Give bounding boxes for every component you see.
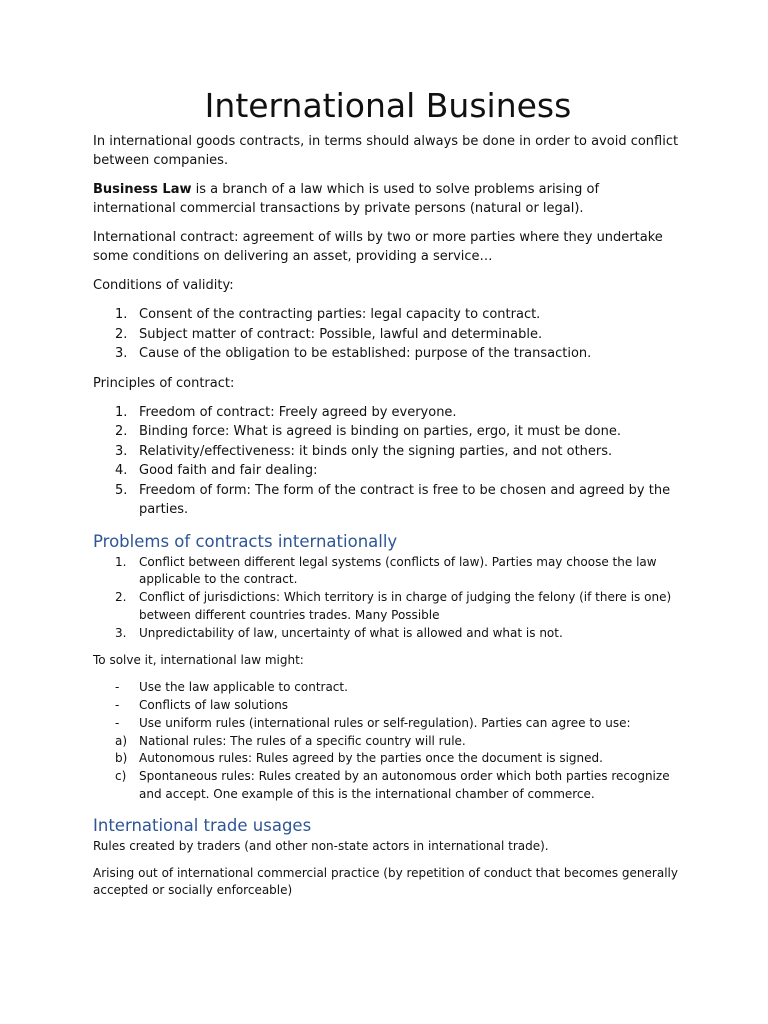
list-item: 1. Conflict between different legal systems (conflicts of law). Parties may choose the law applicable to the contract. xyxy=(115,554,657,587)
principles-heading: Principles of contract: xyxy=(93,375,235,391)
usages-paragraph-1: Rules created by traders (and other non-state actors in international trade). xyxy=(93,838,549,853)
intl-contract-paragraph: International contract: agreement of wills by two or more parties where they undertake some conditions on delivering an asset, providing a service… xyxy=(93,230,663,264)
list-item: 1. Consent of the contracting parties: legal capacity to contract. xyxy=(115,307,541,322)
list-item: b) Autonomous rules: Rules agreed by the parties once the document is signed. xyxy=(115,751,603,766)
solve-heading: To solve it, international law might: xyxy=(93,653,304,668)
list-item: 5. Freedom of form: The form of the contract is free to be chosen and agreed by the parties. xyxy=(115,482,671,517)
list-item: c) Spontaneous rules: Rules created by an autonomous order which both parties recognize and accept. One example of this is the international chamber of commerce. xyxy=(115,769,670,802)
list-item: 2. Conflict of jurisdictions: Which territory is in charge of judging the felony (if there is one) between different countries trades. Many Possible xyxy=(115,590,672,622)
solve-list xyxy=(93,679,683,732)
list-item: - Use uniform rules (international rules or self-regulation). Parties can agree to use: xyxy=(115,715,631,730)
problems-heading: Problems of contracts internationally xyxy=(93,531,398,551)
business-law-text: is a branch of a law which is used to solve problems arising of international commercial transactions by private persons (natural or legal). xyxy=(93,182,600,216)
principles-list xyxy=(93,403,683,520)
list-item: 3. Relativity/effectiveness: it binds only the signing parties, and not others. xyxy=(115,443,613,459)
solve-sublist xyxy=(93,733,683,804)
list-item: 4. Good faith and fair dealing: xyxy=(115,463,318,478)
conditions-heading: Conditions of validity: xyxy=(93,278,234,293)
usages-paragraph-2: Arising out of international commercial practice (by repetition of conduct that becomes generally accepted or socially enforceable) xyxy=(93,865,678,898)
list-item: a) National rules: The rules of a specific country will rule. xyxy=(115,733,466,748)
list-item: 3. Unpredictability of law, uncertainty of what is allowed and what is not. xyxy=(115,625,563,640)
list-item: - Use the law applicable to contract. xyxy=(115,680,348,695)
list-item: 3. Cause of the obligation to be established: purpose of the transaction. xyxy=(115,346,592,361)
usages-heading: International trade usages xyxy=(93,815,312,835)
business-law-term: Business Law xyxy=(93,182,192,197)
problems-list xyxy=(93,554,683,643)
intro-paragraph: In international goods contracts, in terms should always be done in order to avoid conflict between companies. xyxy=(93,134,679,168)
document-title: International Business xyxy=(204,86,572,125)
business-law-paragraph xyxy=(93,180,683,218)
conditions-list xyxy=(93,305,683,364)
list-item: 2. Binding force: What is agreed is binding on parties, ergo, it must be done. xyxy=(115,424,621,439)
list-item: 1. Freedom of contract: Freely agreed by everyone. xyxy=(115,404,457,420)
document-page xyxy=(93,86,683,909)
list-item: 2. Subject matter of contract: Possible, lawful and determinable. xyxy=(115,326,543,342)
list-item: - Conflicts of law solutions xyxy=(115,698,289,713)
